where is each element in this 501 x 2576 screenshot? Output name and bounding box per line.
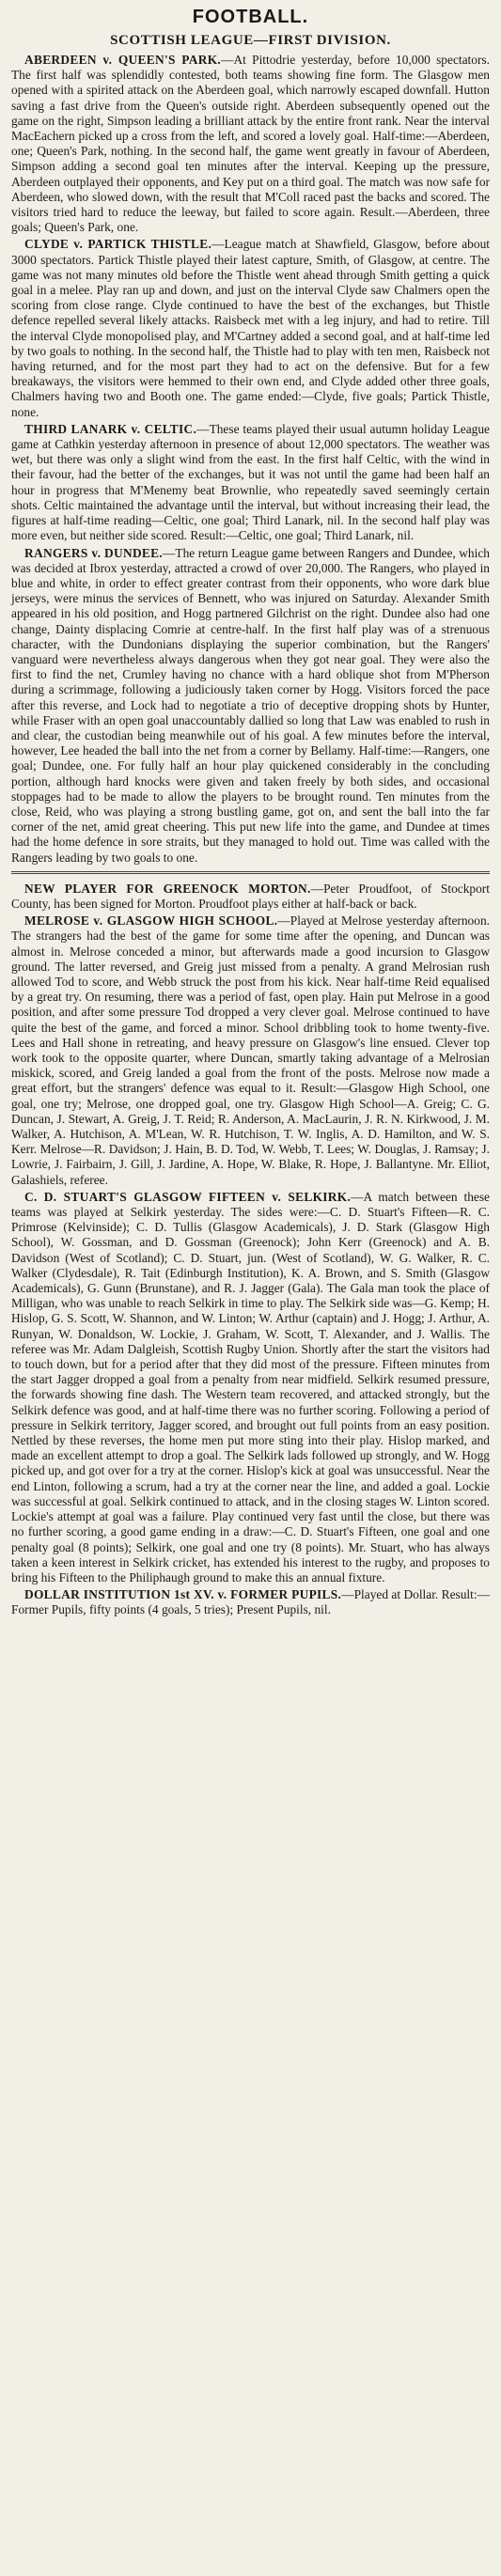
match-body: —Played at Melrose yesterday afternoon. The strangers had the best of the game for some time after the opening, and Duncan was almost in. Melrose conceded a minor, but afterwards made a good incursion to Glasgow ground. The latter reversed, and Greig just missed from a penalty. A grand Melrosian rush allowed Tod to score, and Webb struck the post from his kick. Near half-time Reid equalised by a great try. On resuming, there was a period of fast, open play. Hain put Melrose in a good position, and after some pressure Tod dropped a very clever goal. Melrose continued to have quite the best of the game, and forced a minor. School dribbling took to home twenty-five. Lees and Hall shone in retreating, and heavy pressure on Glasgow's line ensued. Clever top work took to the opposite quarter, where Duncan, smartly taking advantage of a Melrosian miskick, scored, and Greig landed a goal from the front of the posts. Melrose now made a great effort, but the strangers' defence was equal to it. Result:—Glasgow High School, one goal, one try; Melrose, one dropped goal, one try. Glasgow High School—A. Greig; C. G. Duncan, J. Stewart, A. Greig, J. T. Reid; R. Anderson, A. MacLaurin, J. R. N. Kirkwood, J. M. Walker, A. Hutchison, A. M'Lean, W. R. Hutchison, T. W. Inglis, A. D. Hamilton, and W. S. Kerr. Melrose—R. Davidson; J. Hain, B. D. Tod, W. Webb, T. Lees; W. Douglas, J. Ramsay; J. Lowrie, J. Fairbairn, J. Gill, J. Jardine, A. Hope, W. Blake, R. Hope, J. Ballantyne. Mr. Elliot, Galashiels, referee.: [11, 913, 490, 1187]
match-lead: CLYDE v. PARTICK THISTLE.: [24, 237, 212, 252]
match-report-third-lanark-celtic: [11, 422, 490, 544]
match-report-stuart-fifteen-selkirk: [11, 1190, 490, 1585]
match-report-clyde-partick-thistle: [11, 237, 490, 419]
match-body: —These teams played their usual autumn holiday League game at Cathkin yesterday afternoon in presence of about 12,000 spectators. The weather was wet, but there was only a slight wind from the east. In the first half Celtic, with the wind in their favour, had the better of the exchanges, but it was not until the game had been half an hour in progress that M'Menemy beat Brownlie, who repeatedly saved seemingly certain shots. Celtic maintained the advantage until the interval, but without increasing their lead, the figures at half-time reading—Celtic, one goal; Third Lanark, nil. In the second half play was more even, but neither side scored. Result:—Celtic, one goal; Third Lanark, nil.: [11, 421, 490, 543]
match-body: —League match at Shawfield, Glasgow, before about 3000 spectators. Partick Thistle played their latest capture, Smith, of Glasgow, at centre. The game was not many minutes old before the Thistle went ahead through Smith getting a quick goal in a melee. Play ran up and down, and just on the interval Clyde saw Chalmers open the scoring from close range. Clyde continued to have the best of the exchanges, but Thistle defence repelled several likely attacks. Raisbeck met with a leg injury, and had to retire. Till the interval Clyde monopolised play, and M'Cartney added a second goal, and at half-time led by two goals to nothing. In the second half, the Thistle had to play with ten men, Raisbeck not having returned, and for the most part they had to act on the defensive. But for a few breakaways, the visitors were hemmed to their own end, and Clyde added other three goals, Chalmers having two and Booth one. The game ended:—Clyde, five goals; Partick Thistle, none.: [11, 237, 490, 419]
section-title: FOOTBALL.: [192, 7, 309, 27]
match-report-dollar-institution: [11, 1587, 490, 1617]
match-report-melrose-glasgow-high-school: [11, 913, 490, 1188]
match-lead: ABERDEEN v. QUEEN'S PARK.: [24, 53, 222, 67]
match-lead: C. D. STUART'S GLASGOW FIFTEEN v. SELKIRK.: [24, 1189, 352, 1204]
news-item-greenock-morton: [11, 882, 490, 912]
section-divider: [11, 871, 490, 874]
match-lead: RANGERS v. DUNDEE.: [24, 545, 164, 560]
match-body: —A match between these teams was played at Selkirk yesterday. The sides were:—C. D. Stuart's Fifteen—R. C. Primrose (Kelvinside); C. D. Tullis (Glasgow Academicals), J. D. Stark (Glasgow High School), W. Gossman, and D. Gossman (Greenock); John Kerr (Greenock) and A. B. Davidson (West of Scotland); C. D. Stuart, jun. (West of Scotland), W. G. Walker, R. C. Walker (Clydesdale), R. Tait (Edinburgh Institution), K. A. Brown, and S. Smith (Glasgow Academicals), G. Gunn (Brunstane), and R. J. Jagger (Gala). The Gala man took the place of Milligan, who was unable to reach Selkirk in time to play. The Selkirk side was—G. Kemp; H. Hislop, G. S. Scott, W. Shannon, and W. Linton; W. Arthur (captain) and J. Hogg; J. Arthur, A. Runyan, W. Donaldson, W. Lockie, J. Graham, W. Scott, T. Alexander, and J. Wallis. The referee was Mr. Adam Dalgleish, Scottish Rugby Union. Shortly after the start the visitors had to touch down, but for a period after that they did most of the pressure. Fifteen minutes from the start Jagger dropped a goal from a penalty from near midfield. Selkirk resumed pressure, the forwards showing fine dash. The Western team recovered, and attacked strongly, but the Selkirk defence was good, and at half-time there was no further scoring. Following a period of pressure in Selkirk territory, Jagger scored, and brought out full points from an easy position. Nettled by these reverses, the home men put more sting into their play. Hislop marked, and made an excellent attempt to drop a goal. The Selkirk lads followed up strongly, and W. Hogg picked up, and got over for a try at the corner. Hislop's kick at goal was unsuccessful. Near the end Linton, following a scrum, had a try at the corner near the line, and added a goal. Lockie was successful at goal. Selkirk continued to attack, and in the closing stages W. Linton scored. Lockie's attempt at goal was a failure. Play continued very fast until the close, but there was no further scoring, a good game ending in a draw:—C. D. Stuart's Fifteen, one goal and one penalty goal (8 points); Selkirk, one goal and one try (8 points). Mr. Stuart, who has always taken a keen interest in Selkirk cricket, has extended his interest to the rugby, and proposes to bring his Fifteen to the Philiphaugh ground to make this an annual fixture.: [11, 1189, 490, 1585]
division-heading: SCOTTISH LEAGUE—FIRST DIVISION.: [110, 33, 391, 48]
match-report-rangers-dundee: [11, 546, 490, 866]
news-lead: NEW PLAYER FOR GREENOCK MORTON.: [24, 881, 311, 896]
match-lead: MELROSE v. GLASGOW HIGH SCHOOL.: [24, 913, 278, 929]
match-lead: DOLLAR INSTITUTION 1st XV. v. FORMER PUPILS.: [24, 1587, 342, 1602]
match-body: —Played at Dollar. Result:—Former Pupils, fifty points (4 goals, 5 tries); Present Pupils, nil.: [11, 1587, 490, 1617]
match-body: —At Pittodrie yesterday, before 10,000 spectators. The first half was splendidly contested, both teams showing fine form. The Glasgow men opened with a spirited attack on the Aberdeen goal, which narrowly escaped downfall. Hutton saving a fast drive from the Queen's outside right. Aberdeen subsequently opened out the game on the right, Simpson leading a brilliant attack by the entire front rank. Near the interval MacEachern picked up a cross from the left, and scored a lovely goal. Half-time:—Aberdeen, one; Queen's Park, nothing. In the second half, the game went greatly in favour of Aberdeen, Simpson adding a second goal ten minutes after the interval. Keeping up the pressure, Aberdeen outplayed their opponents, and Key put on a third goal. The match was now safe for Aberdeen, who slowed down, with the result that M'Coll raced past the backs and scored. The visitors tried hard to reduce the leeway, but failed to score again. Result.—Aberdeen, three goals; Queen's Park, one.: [11, 53, 490, 235]
match-report-aberdeen-queens-park: [11, 53, 490, 235]
news-body: —Peter Proudfoot, of Stockport County, has been signed for Morton. Proudfoot plays either at half-back or back.: [11, 881, 490, 911]
match-body: —The return League game between Rangers and Dundee, which was decided at Ibrox yesterday, attracted a crowd of over 20,000. The Rangers, who played in blue and white, in order to effect greater contrast from their opponents, who wore dark blue jerseys, were minus the services of Bennett, who was injured on Saturday. Alexander Smith appeared in his old position, and Hogg partnered Gilchrist on the right. Dundee also had one change, Dainty displacing Comrie at centre-half. In the first half play was of a strenuous character, with the Dundonians displaying the superior combination, but the Rangers' vanguard were nevertheless always dangerous when they got near goal. They were also the first to find the net, Crumley having no chance with a hard oblique shot from M'Pherson during a scrimmage, following a judiciously taken corner by Hogg. Visitors forced the pace after this reverse, and Lock had to negotiate a trio of deceptive dropping shots by Hunter, while Fraser with an open goal unaccountably dallied so long that Law was enabled to rush in and clear, the custodian being meanwhile out of his goal. A few minutes before the interval, however, Lee headed the ball into the net from a corner by Bellamy. Half-time:—Rangers, one goal; Dundee, one. For fully half an hour play quickened considerably in the concluding portion, although hard knocks were given and taken freely by both sides, and occasional stoppages had to be made to allow the players to be brought round. Ten minutes from the close, Reid, who was playing a strong bustling game, got on, and sent the ball into the far corner of the net, amid great cheering. This put new life into the game, and Dundee at times had the home defence in sore straits, but they managed to hold out. Time was called with the Rangers leading by two goals to one.: [11, 545, 490, 865]
match-lead: THIRD LANARK v. CELTIC.: [24, 421, 197, 436]
